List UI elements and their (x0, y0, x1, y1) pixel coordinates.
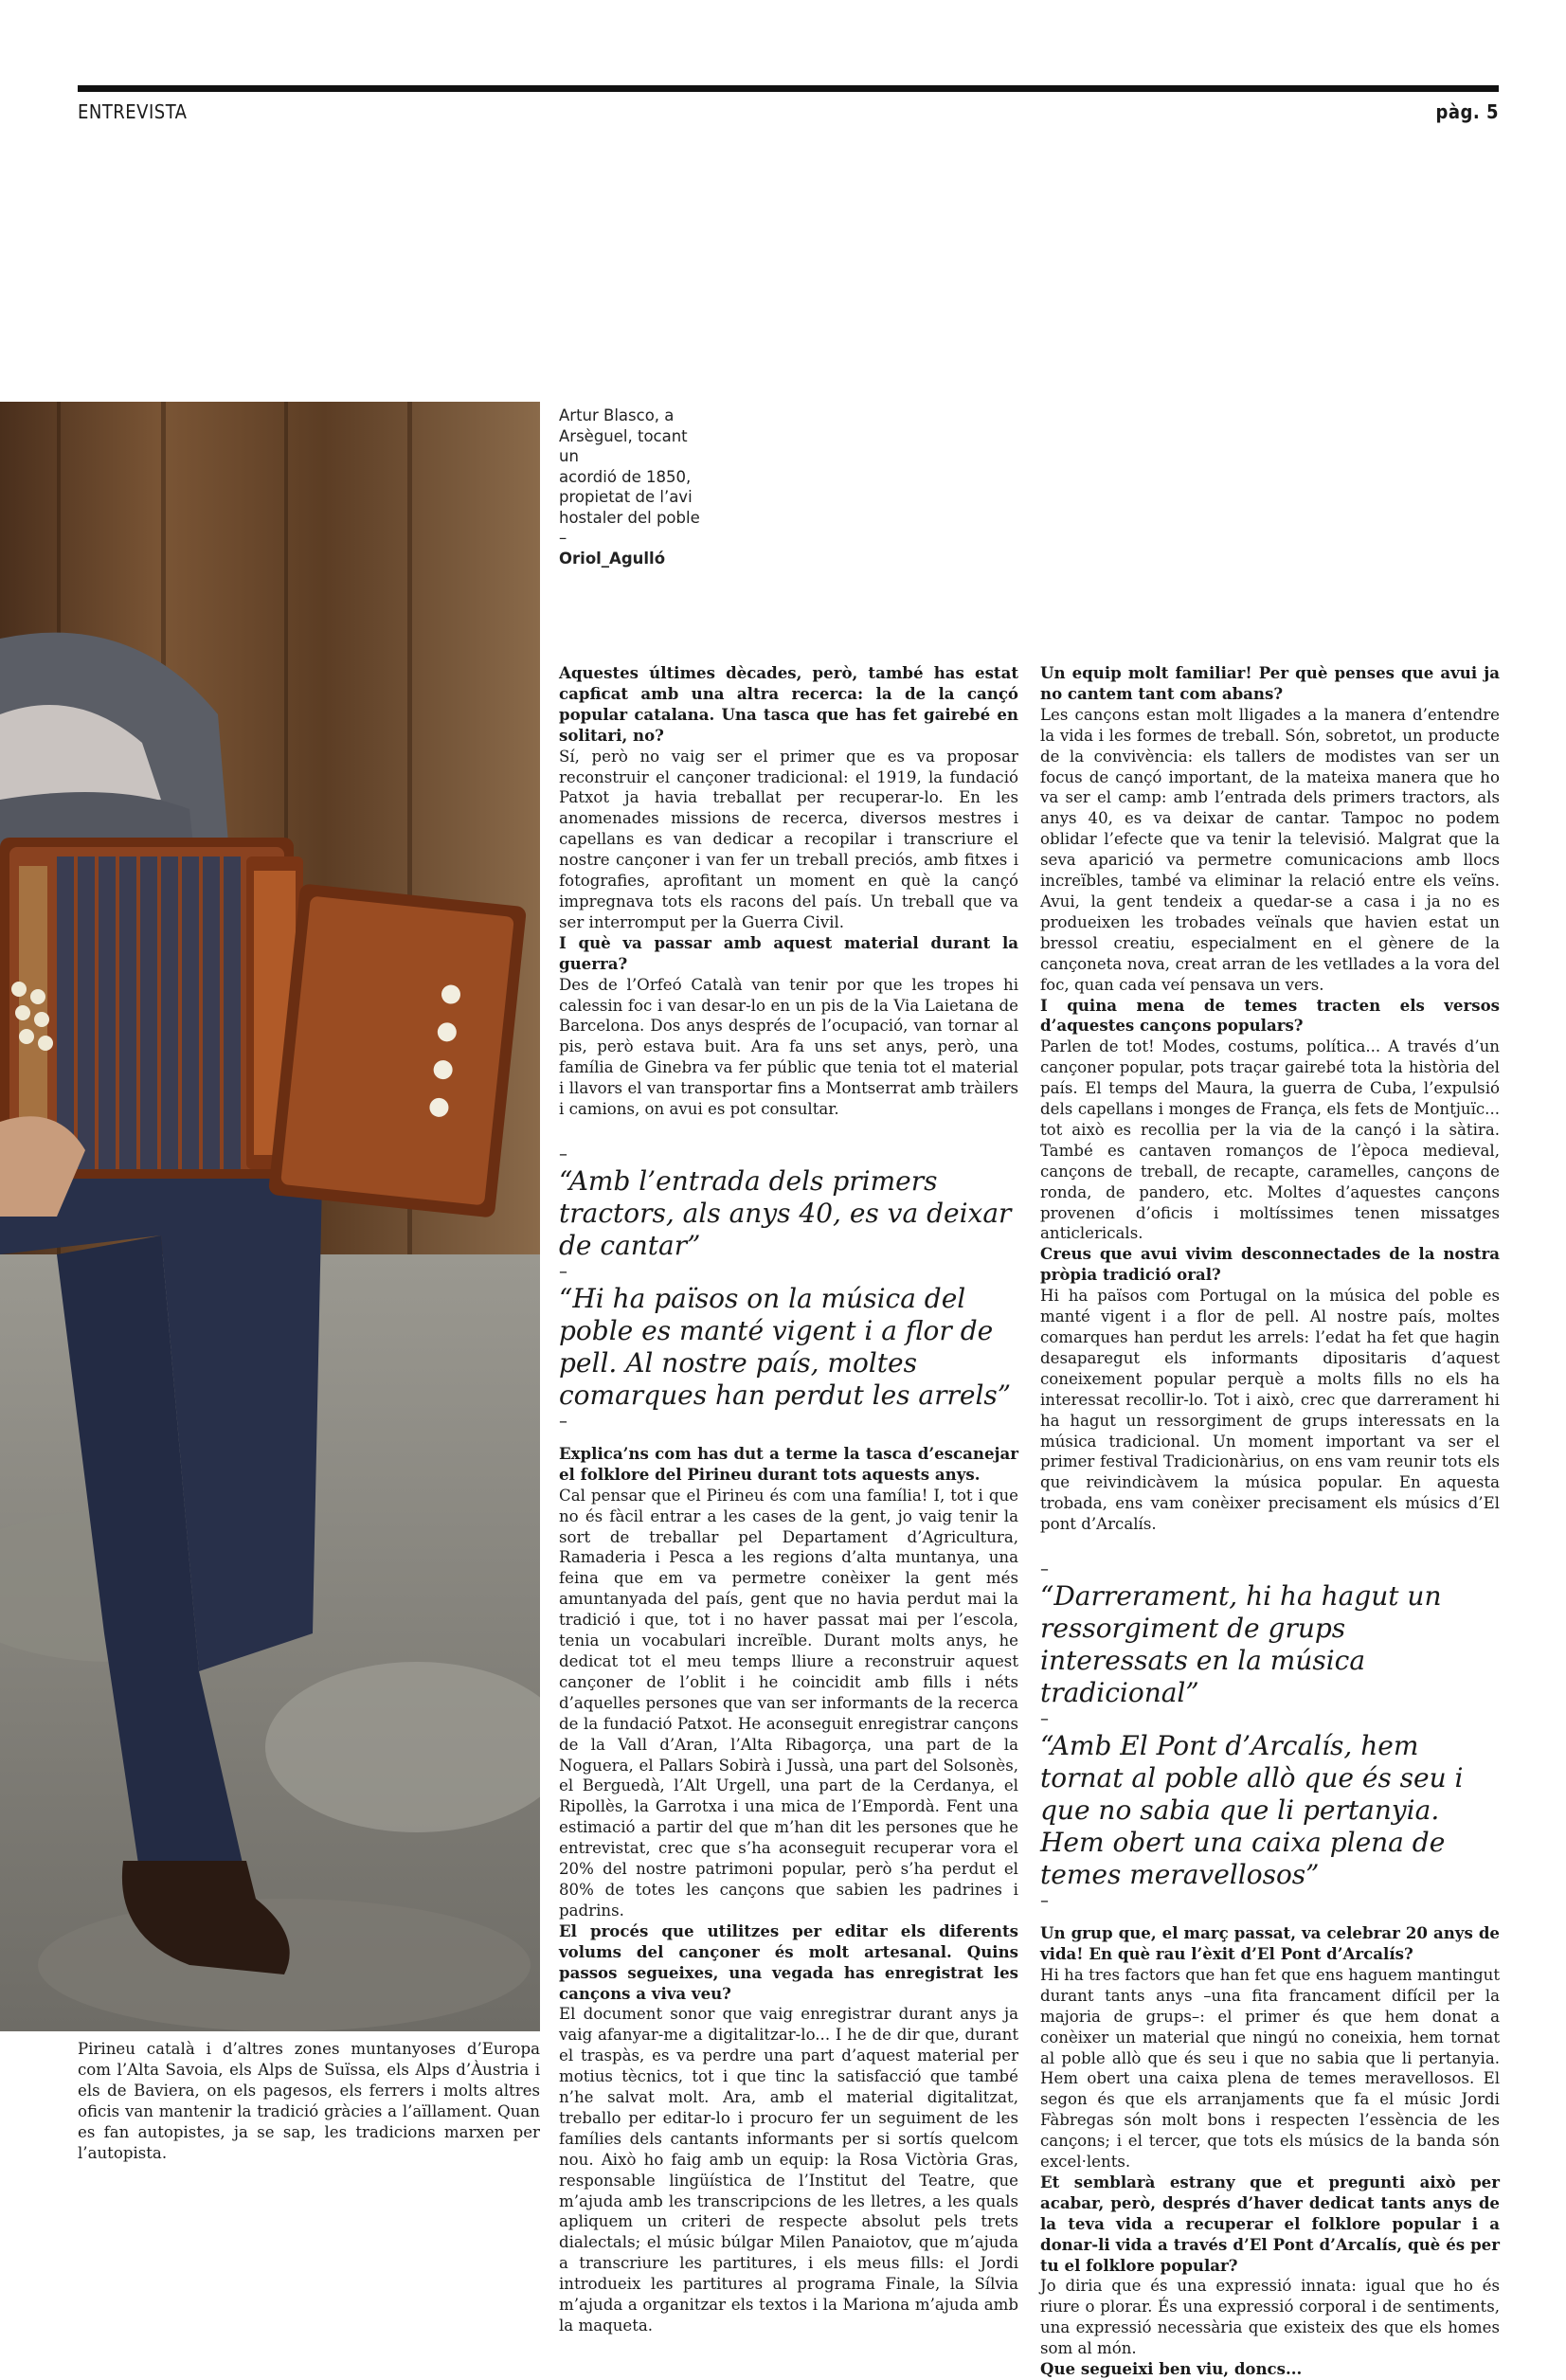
answer: Sí, però no vaig ser el primer que es va proposar reconstruir el cançoner tradicional: el 1919, la fundació Patxot ja havia treballat per recuperar-lo. En les anomenades missions de recerca, diversos mestres i capellans es van dedicar a recopilar i transcriure el nostre cançoner i van fer un treball preciós, amb fitxes i fotografies, aprofitant un moment en què la cançó impregnava tots els racons del país. Un treball que va ser interromput per la Guerra Civil. (559, 747, 1018, 931)
pull-quote-dash: – (1040, 1891, 1049, 1912)
caption-dash: – (559, 529, 567, 547)
answer: Parlen de tot! Modes, costums, política... A través d’un cançoner popular, pots traçar gairebé tota la història del país. El temps del Maura, la guerra de Cuba, l’expulsió dels capellans i monges de França, els fets de Montjuïc... tot això es recollia per la via de la cançó i la sàtira. També es cantaven romanços de l’època medieval, cançons de treball, de recapte, caramelles, cançons de ronda, de pandero, etc. Moltes d’aquestes cançons provenen d’oficis i moltíssimes tenen missatges anticlericals. (1040, 1037, 1500, 1243)
answer: El document sonor que vaig enregistrar durant anys ja vaig afanyar-me a digitalitzar-lo... I he de dir que, durant el traspàs, es va perdre una part d’aquest material per motius tècnics, tot i que tinc la satisfacció que també n’he salvat molt. Ara, amb el material digitalitzat, treballo per editar-lo i procuro fer un seguiment de les famílies dels cantants informants per si sortís quelcom nou. Això ho faig amb un equip: la Rosa Victòria Gras, responsable lingüística de l’Institut del Teatre, que m’ajuda amb les transcripcions de les lletres, a les quals apliquem un criteri de respecte absolut pels trets dialectals; el músic búlgar Milen Panaiotov, que m’ajuda a transcriure les partitures, i els meus fills: el Jordi introdueix les partitures al programa Finale, la Sílvia m’ajuda a organitzar els textos i la Mariona m’ajuda amb la maqueta. (559, 2005, 1018, 2335)
spacer (1040, 1535, 1500, 1560)
section-label: ENTREVISTA (78, 100, 188, 123)
answer: Hi ha tres factors que han fet que ens haguem mantingut durant tants anys –una fita francament difícil per la majoria de grups–: el primer és que hem donat a conèixer un material que ningú no coneixia, hem tornat al poble allò que és seu i que no sabia que li pertanyia. Hem obert una caixa plena de temes meravellosos. El segon és que els arranjaments que fa el músic Jordi Fàbregas són molt bons i respecten l’essència de les cançons; i el tercer, que tots els músics de la banda són excel·lents. (1040, 1965, 1500, 2172)
pull-quote-dash: – (1040, 1709, 1049, 1730)
closing-line: Que segueixi ben viu, doncs... (1040, 2359, 1303, 2379)
spacer (559, 1433, 1018, 1444)
page-number: pàg. 5 (1435, 100, 1499, 123)
caption-line: acordió de 1850, (559, 467, 692, 486)
pull-quote-dash: – (1040, 1560, 1049, 1580)
question: Un grup que, el març passat, va celebrar 20 anys de vida! En què rau l’èxit d’El Pont d’Arcalís? (1040, 1923, 1500, 1963)
spacer (1040, 1912, 1500, 1923)
caption-line: Arsèguel, tocant un (559, 426, 688, 465)
question: Et semblarà estrany que et pregunti això per acabar, però, després d’haver dedicat tants anys de la teva vida a recuperar el folklore popular i a donar-li vida a través d’El Pont d’Arcalís, què és per tu el folklore popular? (1040, 2172, 1500, 2275)
question: I quina mena de temes tracten els versos d’aquestes cançons populars? (1040, 995, 1500, 1036)
answer: Les cançons estan molt lligades a la manera d’entendre la vida i les formes de treball. Són, sobretot, un producte de la convivència: els tallers de modistes van ser un focus de cançó important, de la mateixa manera que ho va ser el camp: amb l’entrada dels primers tractors, als anys 40, es va deixar de cantar. Tampoc no podem oblidar l’efecte que va tenir la televisió. Malgrat que la seva aparició va permetre comunicacions amb llocs increïbles, també va eliminar la relació entre els veïns. Avui, la gent tendeix a quedar-se a casa i ja no es produeixen les trobades veïnals que havien estat un bressol creatiu, especialment en el gènere de la cançoneta nova, creat arran de les vetllades a la vora del foc, quan cada veí pensava un vers. (1040, 705, 1500, 994)
photo-caption (559, 406, 711, 568)
portrait-photo (0, 402, 540, 2031)
pull-quote-dash: – (559, 1144, 567, 1164)
pull-quote: “Amb l’entrada dels primers tractors, als anys 40, es va deixar de cantar” (559, 1164, 1012, 1261)
question: Un equip molt familiar! Per què penses que avui ja no cantem tant com abans? (1040, 663, 1500, 703)
answer: Hi ha països com Portugal on la música del poble es manté vigent i a flor de pell. Al nostre país, moltes comarques han perdut les arrels: l’edat ha fet que hagin desaparegut els informants dipositaris d’aquest coneixement popular perquè a molts fills no els ha interessat recollir-lo. Tot i això, crec que darrerament hi ha hagut un ressorgiment de grups interessats en la música tradicional. Un moment important va ser el primer festival Tradicionàrius, on ens vam reunir tots els que reivindicàvem la música popular. En aquesta trobada, ens vam conèixer precisament els músics d’El pont d’Arcalís. (1040, 1287, 1500, 1534)
answer: Des de l’Orfeó Català van tenir por que les tropes hi calessin foc i van desar-lo en un pis de la Via Laietana de Barcelona. Dos anys després de l’ocupació, van tornar al pis, però estava buit. Ara fa uns set anys, però, una família de Ginebra va fer públic que tenia tot el material i llavors el van transportar fins a Montserrat amb tràilers i camions, on avui es pot consultar. (559, 975, 1018, 1119)
question: El procés que utilitzes per editar els diferents volums del cançoner és molt artesanal. Quins passos segueixes, una vegada has enregistrat les cançons a viva veu? (559, 1920, 1018, 2003)
question: I què va passar amb aquest material durant la guerra? (559, 932, 1018, 973)
pull-quote: “Darrerament, hi ha hagut un ressorgiment de grups interessats en la música tradicional” (1040, 1580, 1442, 1709)
answer: Jo diria que és una expressió innata: igual que ho és riure o plorar. És una expressió corporal i de sentiments, una expressió necessària que existeix des que els homes som al món. (1040, 2277, 1500, 2358)
question: Aquestes últimes dècades, però, també has estat capficat amb una altra recerca: la de la cançó popular catalana. Una tasca que has fet gairebé en solitari, no? (559, 663, 1018, 745)
photo-credit: Oriol_Agulló (559, 549, 666, 568)
pull-quote: “Hi ha països on la música del poble es manté vigent i a flor de pell. Al nostre país, moltes comarques han perdut les arrels” (559, 1282, 1012, 1411)
pull-quote-dash: – (559, 1411, 567, 1432)
article-column-1 (559, 663, 1018, 2336)
caption-line: propietat de l’avi (559, 488, 693, 506)
article-column-2 (1040, 663, 1500, 2380)
question: Explica’ns com has dut a terme la tasca d’escanejar el folklore del Pirineu durant tots aquests anys. (559, 1443, 1018, 1484)
pull-quote-dash: – (559, 1261, 567, 1282)
continued-text: Pirineu català i d’altres zones muntanyoses d’Europa com l’Alta Savoia, els Alps de Suïssa, els Alps d’Àustria i els de Baviera, on els pagesos, els ferrers i molts altres oficis van mantenir la tradició gràcies a l’aïllament. Quan es fan autopistes, ja se sap, les tradicions marxen per l’autopista. (78, 2040, 540, 2162)
answer: Cal pensar que el Pirineu és com una família! I, tot i que no és fàcil entrar a les cases de la gent, jo vaig tenir la sort de treballar pel Departament d’Agricultura, Ramaderia i Pesca a les regions d’alta muntanya, una feina que em va permetre conèixer la gent més amuntanyada del país, gent que no havia perdut mai la tradició i que, tot i no haver passat mai per l’escola, tenia un vocabulari increïble. Durant molts anys, he dedicat tot el meu temps lliure a reconstruir aquest cançoner de l’oblit i he coincidit amb fills i néts d’aquelles persones que van ser informants de la recerca de la fundació Patxot. He aconseguit enregistrar cançons de la Vall d’Aran, l’Alta Ribagorça, una part de la Noguera, el Pallars Sobirà i Jussà, una part del Solsonès, el Berguedà, l’Alt Urgell, una part de la Cerdanya, el Ripollès, la Garrotxa i una mica de l’Empordà. Fent una estimació a partir del que m’han dit les persones que he entrevistat, crec que s’ha aconseguit recuperar vora el 20% del nostre patrimoni popular, però s’ha perdut el 80% de totes les cançons que sabien les padrines i padrins. (559, 1486, 1018, 1920)
pull-quote: “Amb El Pont d’Arcalís, hem tornat al poble allò que és seu i que no sabia que li pertanyia. Hem obert una caixa plena de temes meravellosos” (1040, 1730, 1464, 1891)
spacer (559, 1120, 1018, 1145)
caption-line: Artur Blasco, a (559, 406, 675, 424)
caption-line: hostaler del poble (559, 508, 700, 527)
question: Creus que avui vivim desconnectades de la nostra pròpia tradició oral? (1040, 1244, 1500, 1285)
top-rule (78, 85, 1499, 92)
